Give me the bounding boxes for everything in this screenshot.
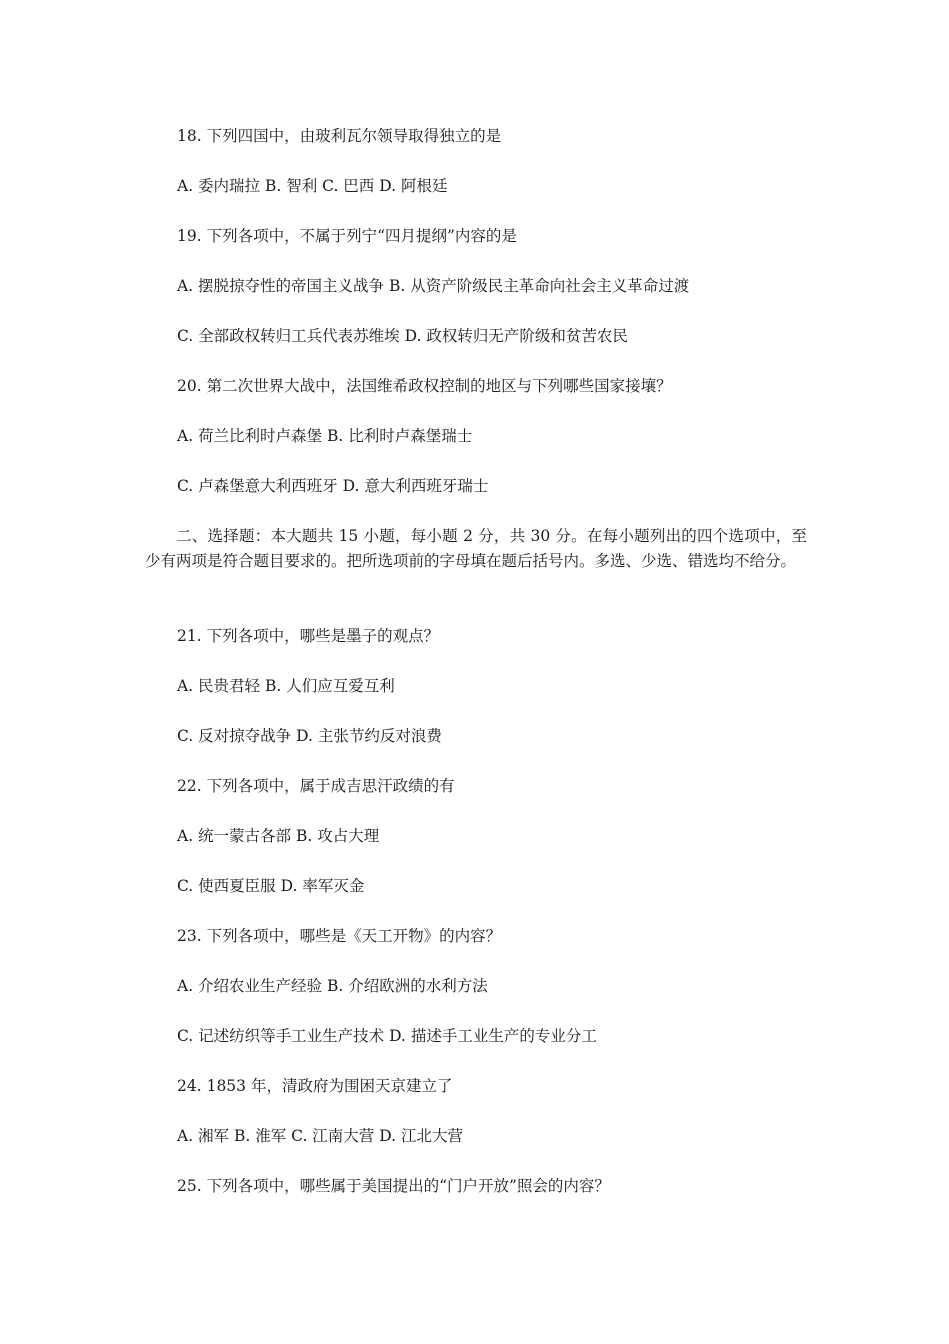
options-21-ab: A. 民贵君轻 B. 人们应互爱互利 bbox=[177, 677, 395, 695]
question-18: 18. 下列四国中，由玻利瓦尔领导取得独立的是 bbox=[177, 127, 502, 145]
options-21-cd: C. 反对掠夺战争 D. 主张节约反对浪费 bbox=[177, 727, 442, 745]
options-22-ab: A. 统一蒙古各部 B. 攻占大理 bbox=[177, 827, 380, 845]
section-two-instructions: 二、选择题：本大题共 15 小题，每小题 2 分，共 30 分。在每小题列出的四个选项中，至少有两项是符合题目要求的。把所选项前的字母填在题后括号内。多选、少选、错选均不给分。 bbox=[145, 527, 807, 570]
question-22: 22. 下列各项中，属于成吉思汗政绩的有 bbox=[177, 777, 455, 795]
options-19-ab: A. 摆脱掠夺性的帝国主义战争 B. 从资产阶级民主革命向社会主义革命过渡 bbox=[177, 277, 690, 295]
options-23-ab: A. 介绍农业生产经验 B. 介绍欧洲的水利方法 bbox=[177, 977, 488, 995]
options-24: A. 湘军 B. 淮军 C. 江南大营 D. 江北大营 bbox=[177, 1127, 463, 1145]
question-20: 20. 第二次世界大战中，法国维希政权控制的地区与下列哪些国家接壤？ bbox=[177, 377, 672, 395]
options-20-ab: A. 荷兰比利时卢森堡 B. 比利时卢森堡瑞士 bbox=[177, 427, 473, 445]
question-25: 25. 下列各项中，哪些属于美国提出的“门户开放”照会的内容？ bbox=[177, 1177, 610, 1195]
question-23: 23. 下列各项中，哪些是《天工开物》的内容？ bbox=[177, 927, 502, 945]
question-19: 19. 下列各项中，不属于列宁“四月提纲”内容的是 bbox=[177, 227, 517, 245]
question-24: 24. 1853 年，清政府为围困天京建立了 bbox=[177, 1077, 453, 1095]
options-22-cd: C. 使西夏臣服 D. 率军灭金 bbox=[177, 877, 365, 895]
options-18: A. 委内瑞拉 B. 智利 C. 巴西 D. 阿根廷 bbox=[177, 177, 448, 195]
options-20-cd: C. 卢森堡意大利西班牙 D. 意大利西班牙瑞士 bbox=[177, 477, 489, 495]
options-23-cd: C. 记述纺织等手工业生产技术 D. 描述手工业生产的专业分工 bbox=[177, 1027, 597, 1045]
options-19-cd: C. 全部政权转归工兵代表苏维埃 D. 政权转归无产阶级和贫苦农民 bbox=[177, 327, 628, 345]
question-21: 21. 下列各项中，哪些是墨子的观点？ bbox=[177, 627, 440, 645]
